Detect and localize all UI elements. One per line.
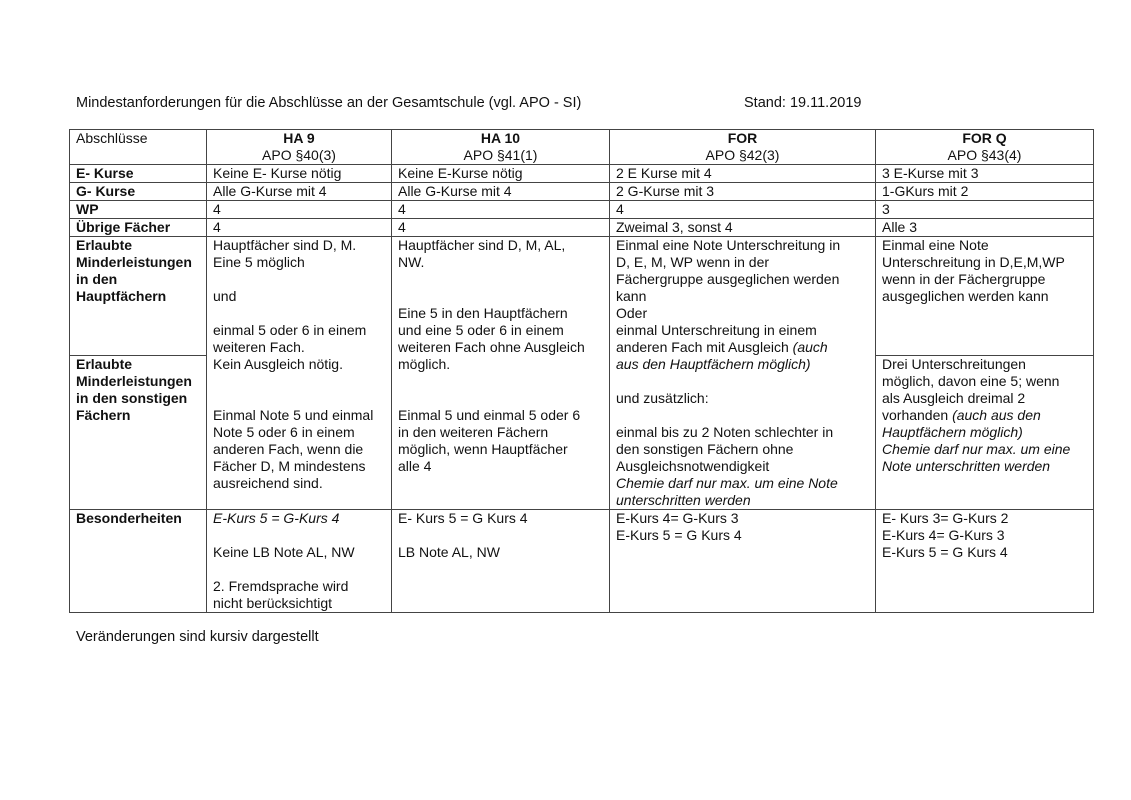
cell-line — [398, 527, 603, 544]
table-cell: Alle G-Kurse mit 4 — [207, 183, 392, 201]
cell-line: E-Kurs 5 = G Kurs 4 — [616, 527, 742, 543]
cell-line: unterschritten werden — [616, 492, 751, 508]
cell-line: 2. Fremdsprache wird — [213, 578, 349, 594]
cell-line — [398, 288, 603, 305]
cell-line: in den weiteren Fächern — [398, 424, 549, 440]
table-cell: 2 E Kurse mit 4 — [610, 165, 876, 183]
cell-line: ausreichend sind. — [213, 475, 323, 491]
cell-line — [398, 271, 603, 288]
cell-line — [398, 390, 603, 407]
table-cell-ha10-besonderheiten — [392, 510, 610, 613]
table-cell: Alle G-Kurse mit 4 — [392, 183, 610, 201]
cell-line: Einmal Note 5 und einmal — [213, 407, 374, 423]
cell-line: möglich. — [398, 356, 451, 372]
cell-line: als Ausgleich dreimal 2 — [882, 390, 1026, 406]
cell-line: Oder — [616, 305, 648, 321]
cell-line: E- Kurs 5 = G Kurs 4 — [398, 510, 528, 526]
table-cell-for-besonderheiten — [610, 510, 876, 613]
cell-line: Chemie darf nur max. um eine — [882, 441, 1071, 457]
table-cell-forq-minderleistungen-haupt — [876, 237, 1094, 356]
row-label-line: Minderleistungen — [76, 373, 192, 389]
cell-line — [616, 339, 869, 356]
row-label: G- Kurse — [70, 183, 207, 201]
cell-line: Eine 5 in den Hauptfächern — [398, 305, 568, 321]
column-subtitle: APO §40(3) — [262, 147, 336, 163]
cell-text-italic: (auch aus den — [952, 407, 1041, 423]
table-cell-ha10-minderleistungen — [392, 237, 610, 510]
row-label-line: in den — [76, 271, 118, 287]
cell-line: einmal 5 oder 6 in einem — [213, 322, 367, 338]
cell-line: den sonstigen Fächern ohne — [616, 441, 794, 457]
row-label-line: Erlaubte — [76, 356, 133, 372]
column-subtitle: APO §43(4) — [947, 147, 1022, 163]
column-header-forq — [876, 130, 1094, 165]
cell-line — [616, 407, 869, 424]
table-cell: 4 — [392, 201, 610, 219]
cell-line: möglich, wenn Hauptfächer — [398, 441, 568, 457]
table-cell-forq-minderleistungen-sonst — [876, 356, 1094, 510]
cell-line — [882, 407, 1087, 424]
cell-line: Hauptfächer sind D, M. — [213, 237, 357, 253]
cell-line: Einmal eine Note Unterschreitung in — [616, 237, 841, 253]
column-title: HA 9 — [283, 130, 315, 146]
document-date: Stand: 19.11.2019 — [744, 95, 862, 111]
document-footer-note: Veränderungen sind kursiv dargestellt — [76, 629, 319, 645]
table-cell: Keine E- Kurse nötig — [207, 165, 392, 183]
cell-line: Fächergruppe ausgeglichen werden — [616, 271, 840, 287]
table-cell-forq-besonderheiten — [876, 510, 1094, 613]
table-cell: 3 E-Kurse mit 3 — [876, 165, 1094, 183]
cell-line: Fächer D, M mindestens — [213, 458, 366, 474]
cell-line: weiteren Fach. — [213, 339, 305, 355]
cell-line: E-Kurs 4= G-Kurs 3 — [616, 510, 739, 526]
column-subtitle: APO §41(1) — [463, 147, 538, 163]
cell-line: Einmal 5 und einmal 5 oder 6 — [398, 407, 581, 423]
cell-line: einmal bis zu 2 Noten schlechter in — [616, 424, 834, 440]
row-label-line: Fächern — [76, 407, 131, 423]
cell-line: aus den Hauptfächern möglich) — [616, 356, 811, 372]
cell-line: LB Note AL, NW — [398, 544, 500, 560]
cell-text: vorhanden — [882, 407, 949, 423]
cell-line: wenn in der Fächergruppe — [882, 271, 1046, 287]
cell-line: Chemie darf nur max. um eine Note — [616, 475, 838, 491]
table-row-minderleistungen-haupt — [70, 237, 1094, 356]
table-cell: Keine E-Kurse nötig — [392, 165, 610, 183]
cell-line — [616, 373, 869, 390]
table-cell: 4 — [392, 219, 610, 237]
table-cell: 3 — [876, 201, 1094, 219]
column-header-ha9 — [207, 130, 392, 165]
cell-line: alle 4 — [398, 458, 432, 474]
row-label: Besonderheiten — [70, 510, 207, 613]
cell-line: E- Kurs 3= G-Kurs 2 — [882, 510, 1009, 526]
cell-line: einmal Unterschreitung in einem — [616, 322, 817, 338]
cell-line: Hauptfächern möglich) — [882, 424, 1023, 440]
table-cell: Alle 3 — [876, 219, 1094, 237]
cell-line: möglich, davon eine 5; wenn — [882, 373, 1060, 389]
requirements-table — [69, 129, 1094, 613]
cell-line: nicht berücksichtigt — [213, 595, 333, 611]
column-title: FOR — [727, 130, 758, 146]
table-row-uebrige-faecher — [70, 219, 1094, 237]
table-row-wp — [70, 201, 1094, 219]
cell-line: NW. — [398, 254, 425, 270]
column-header-for — [610, 130, 876, 165]
cell-line — [213, 390, 385, 407]
cell-line: D, E, M, WP wenn in der — [616, 254, 770, 270]
row-label — [70, 356, 207, 510]
cell-line: Kein Ausgleich nötig. — [213, 356, 343, 372]
table-cell-ha9-minderleistungen — [207, 237, 392, 510]
table-cell: 4 — [207, 201, 392, 219]
table-header-row — [70, 130, 1094, 165]
table-cell: 2 G-Kurse mit 3 — [610, 183, 876, 201]
row-label-line: in den sonstigen — [76, 390, 188, 406]
corner-label: Abschlüsse — [70, 130, 207, 165]
column-title: HA 10 — [480, 130, 521, 146]
table-cell-for-minderleistungen — [610, 237, 876, 510]
cell-line: Keine LB Note AL, NW — [213, 544, 355, 560]
cell-line — [213, 373, 385, 390]
cell-line: Drei Unterschreitungen — [882, 356, 1026, 372]
cell-line — [213, 561, 385, 578]
table-cell-ha9-besonderheiten — [207, 510, 392, 613]
row-label: E- Kurse — [70, 165, 207, 183]
cell-line: anderen Fach, wenn die — [213, 441, 364, 457]
cell-line: und eine 5 oder 6 in einem — [398, 322, 564, 338]
document-heading: Mindestanforderungen für die Abschlüsse an der Gesamtschule (vgl. APO - SI) — [76, 95, 582, 111]
cell-line: E-Kurs 4= G-Kurs 3 — [882, 527, 1005, 543]
cell-line: kann — [616, 288, 647, 304]
cell-line: Unterschreitung in D,E,M,WP — [882, 254, 1065, 270]
cell-line: weiteren Fach ohne Ausgleich — [398, 339, 585, 355]
cell-line: Note unterschritten werden — [882, 458, 1051, 474]
cell-line: Eine 5 möglich — [213, 254, 305, 270]
column-title: FOR Q — [962, 130, 1007, 146]
table-row-g-kurse — [70, 183, 1094, 201]
cell-line: E-Kurs 5 = G-Kurs 4 — [213, 510, 340, 526]
table-row-besonderheiten — [70, 510, 1094, 613]
cell-line — [213, 271, 385, 288]
cell-line — [213, 527, 385, 544]
row-label-line: Hauptfächern — [76, 288, 167, 304]
cell-line: und — [213, 288, 237, 304]
row-label-line: Erlaubte — [76, 237, 133, 253]
cell-line — [213, 305, 385, 322]
cell-line: Note 5 oder 6 in einem — [213, 424, 355, 440]
table-row-e-kurse — [70, 165, 1094, 183]
cell-line: Einmal eine Note — [882, 237, 989, 253]
column-header-ha10 — [392, 130, 610, 165]
row-label-line: Minderleistungen — [76, 254, 192, 270]
row-label: WP — [70, 201, 207, 219]
table-cell: 4 — [207, 219, 392, 237]
table-cell: 1-GKurs mit 2 — [876, 183, 1094, 201]
row-label: Übrige Fächer — [70, 219, 207, 237]
cell-line: ausgeglichen werden kann — [882, 288, 1049, 304]
column-subtitle: APO §42(3) — [705, 147, 780, 163]
cell-line: Hauptfächer sind D, M, AL, — [398, 237, 566, 253]
cell-line — [398, 373, 603, 390]
row-label — [70, 237, 207, 356]
cell-line: E-Kurs 5 = G Kurs 4 — [882, 544, 1008, 560]
cell-line: Ausgleichsnotwendigkeit — [616, 458, 770, 474]
cell-text: anderen Fach mit Ausgleich — [616, 339, 789, 355]
cell-text-italic: (auch — [792, 339, 828, 355]
table-cell: Zweimal 3, sonst 4 — [610, 219, 876, 237]
cell-line: und zusätzlich: — [616, 390, 709, 406]
table-cell: 4 — [610, 201, 876, 219]
